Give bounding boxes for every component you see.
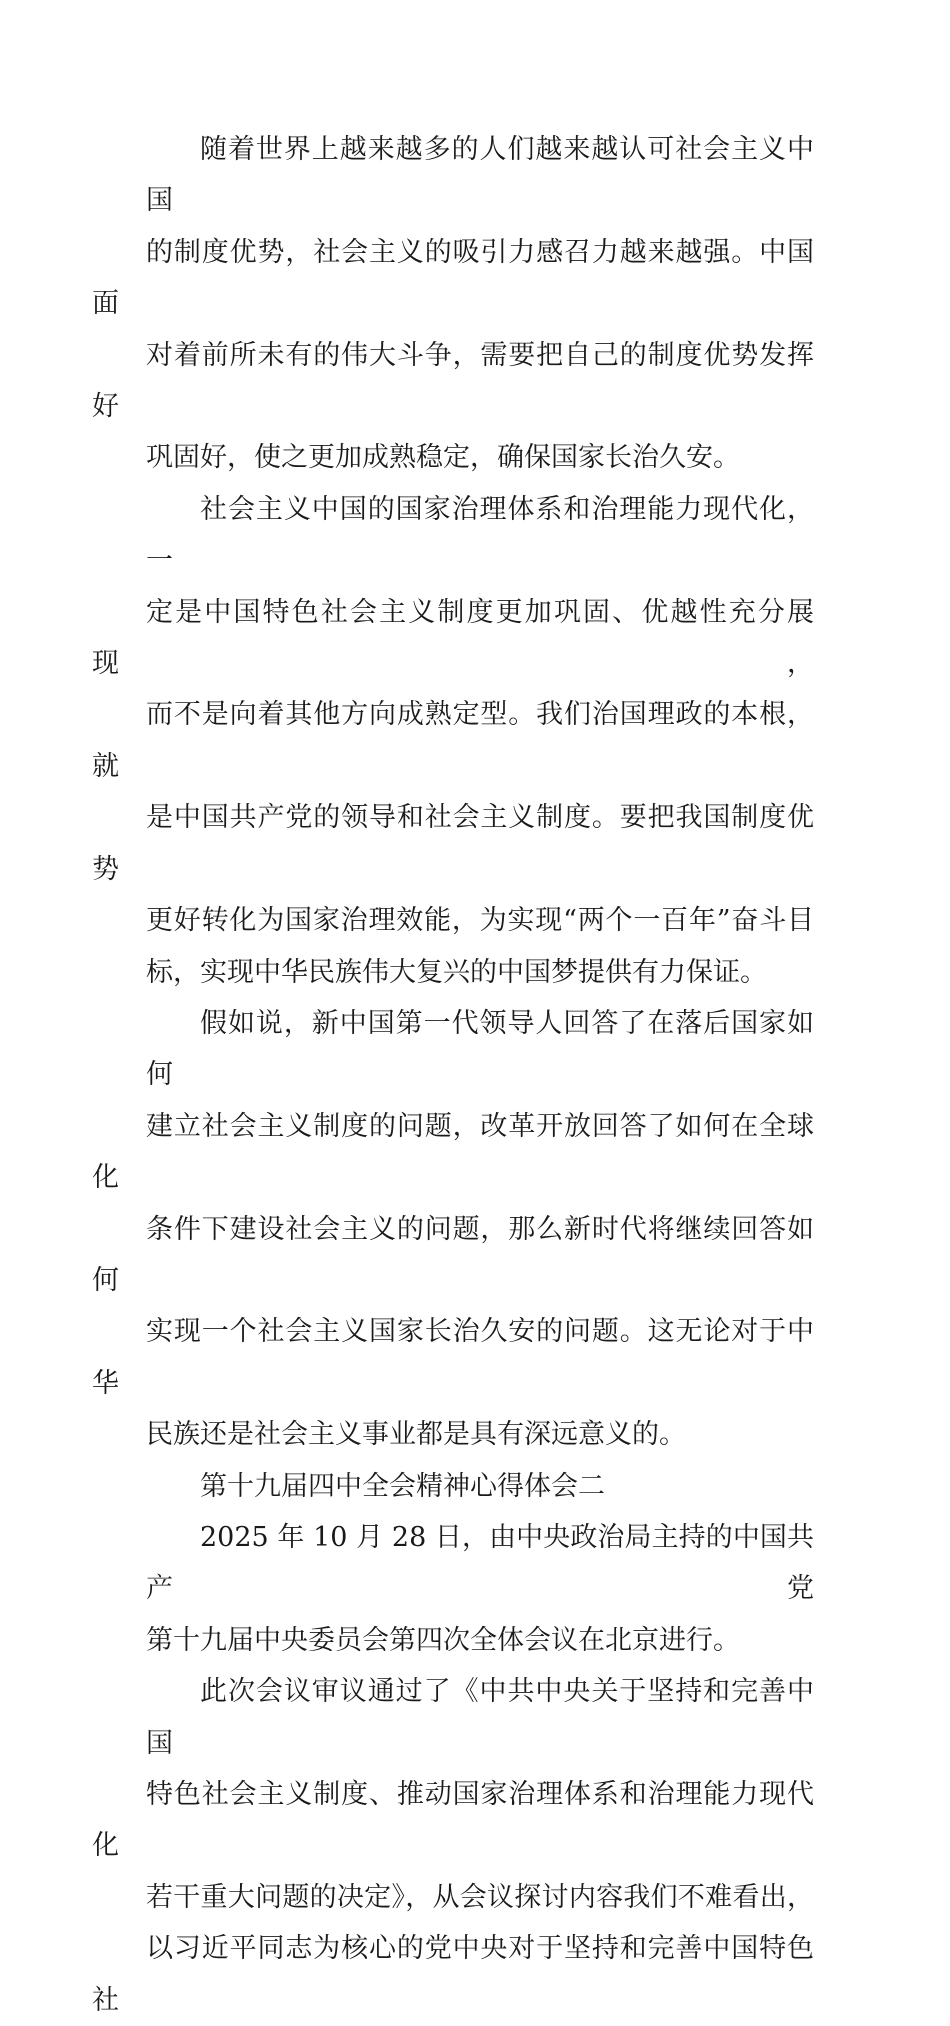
text-line: 特色社会主义制度、推动国家治理体系和治理能力现代化 (92, 1779, 814, 1862)
text-line: 巩固好，使之更加成熟稳定，确保国家长治久安。 (146, 442, 740, 474)
document-body (92, 124, 814, 2026)
paragraph-5 (146, 1512, 814, 1666)
text-line: 对着前所未有的伟大斗争，需要把自己的制度优势发挥好 (92, 339, 814, 423)
text-line: 第十九届四中全会精神心得体会二 (200, 1470, 605, 1502)
text-line: 是中国共产党的领导和社会主义制度。要把我国制度优势 (92, 802, 814, 885)
paragraph-2 (92, 484, 814, 998)
text-line: 建立社会主义制度的问题，改革开放回答了如何在全球化 (92, 1110, 814, 1194)
text-line: 条件下建设社会主义的问题，那么新时代将继续回答如何 (92, 1213, 814, 1296)
text-line: 定是中国特色社会主义制度更加巩固、优越性充分展现， (92, 596, 814, 680)
text-line: 随着世界上越来越多的人们越来越认可社会主义中国 (146, 134, 814, 217)
text-line: 标，实现中华民族伟大复兴的中国梦提供有力保证。 (146, 956, 767, 988)
text-line: 更好转化为国家治理效能，为实现“两个一百年”奋斗目 (146, 905, 814, 937)
text-line: 以习近平同志为核心的党中央对于坚持和完善中国特色社 (92, 1933, 814, 2016)
text-line: 第十九届中央委员会第四次全体会议在北京进行。 (146, 1624, 740, 1656)
text-line: 此次会议审议通过了《中共中央关于坚持和完善中国 (146, 1676, 814, 1759)
text-line: 而不是向着其他方向成熟定型。我们治国理政的本根，就 (92, 699, 814, 782)
text-line: 民族还是社会主义事业都是具有深远意义的。 (146, 1419, 686, 1451)
paragraph-6 (92, 1666, 814, 2026)
text-line: 实现一个社会主义国家长治久安的问题。这无论对于中华 (92, 1316, 814, 1399)
section-heading (146, 1461, 814, 1512)
text-line: 若干重大问题的决定》，从会议探讨内容我们不难看出， (146, 1881, 814, 1913)
paragraph-1 (92, 124, 814, 484)
text-line: 假如说，新中国第一代领导人回答了在落后国家如何 (146, 1007, 814, 1091)
text-line: 2025 年 10 月 28 日，由中央政治局主持的中国共产党 (146, 1521, 814, 1605)
text-line: 社会主义中国的国家治理体系和治理能力现代化，一 (146, 493, 814, 577)
paragraph-3 (92, 998, 814, 1461)
text-line: 的制度优势，社会主义的吸引力感召力越来越强。中国面 (92, 236, 814, 320)
